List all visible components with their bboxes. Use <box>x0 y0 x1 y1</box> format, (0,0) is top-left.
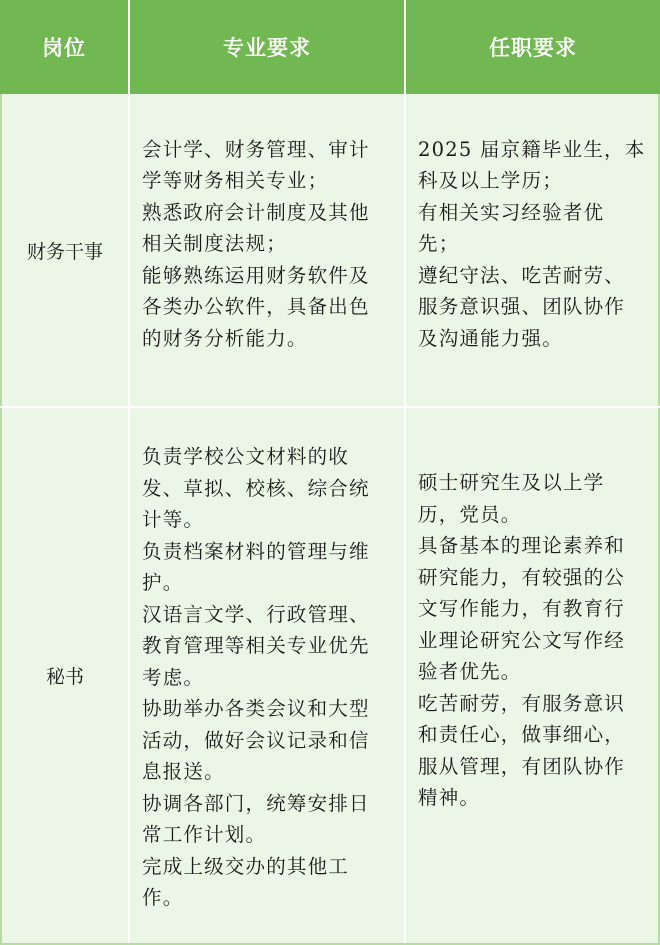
job-requirements-cell <box>406 94 660 406</box>
table-row <box>0 408 660 945</box>
major-requirements-text: 负责学校公文材料的收 发、草拟、校核、综合统 计等。 负责档案材料的管理与维 护。 汉语言文学、行政管理、 教育管理等相关专业优先 考虑。 协助举办各类会议和大型 活动，做好会议记录和信 息报送。 协调各部门，统筹安排日 常工作计划。 完成上级交办的其他工 作。 <box>142 445 370 910</box>
job-requirements-text: 2025 届京籍毕业生，本 科及以上学历； 有相关实习经验者优 先； 遵纪守法、吃苦耐劳、 服务意识强、团队协作 及沟通能力强。 <box>418 137 646 350</box>
major-requirements-text: 会计学、财务管理、审计 学等财务相关专业； 熟悉政府会计制度及其他 相关制度法规； 能够熟练运用财务软件及 各类办公软件，具备出色 的财务分析能力。 <box>142 137 370 350</box>
job-requirements-text: 硕士研究生及以上学 历，党员。 具备基本的理论素养和 研究能力，有较强的公 文写作能力，有教育行 业理论研究公文写作经 验者优先。 吃苦耐劳，有服务意识 和责任心，做事细心， 服从管理，有团队协作 精神。 <box>418 471 626 810</box>
table-row <box>0 94 660 408</box>
position-name: 秘书 <box>45 666 84 688</box>
header-major-requirements: 专业要求 <box>130 0 406 94</box>
position-cell <box>0 408 130 943</box>
position-name: 财务干事 <box>26 240 103 263</box>
table-header-row <box>0 0 660 94</box>
major-requirements-cell <box>130 408 406 943</box>
header-position: 岗位 <box>0 0 130 94</box>
header-job-requirements: 任职要求 <box>489 36 577 60</box>
major-requirements-cell <box>130 94 406 406</box>
job-requirements-cell <box>406 408 660 943</box>
position-cell <box>0 94 130 406</box>
